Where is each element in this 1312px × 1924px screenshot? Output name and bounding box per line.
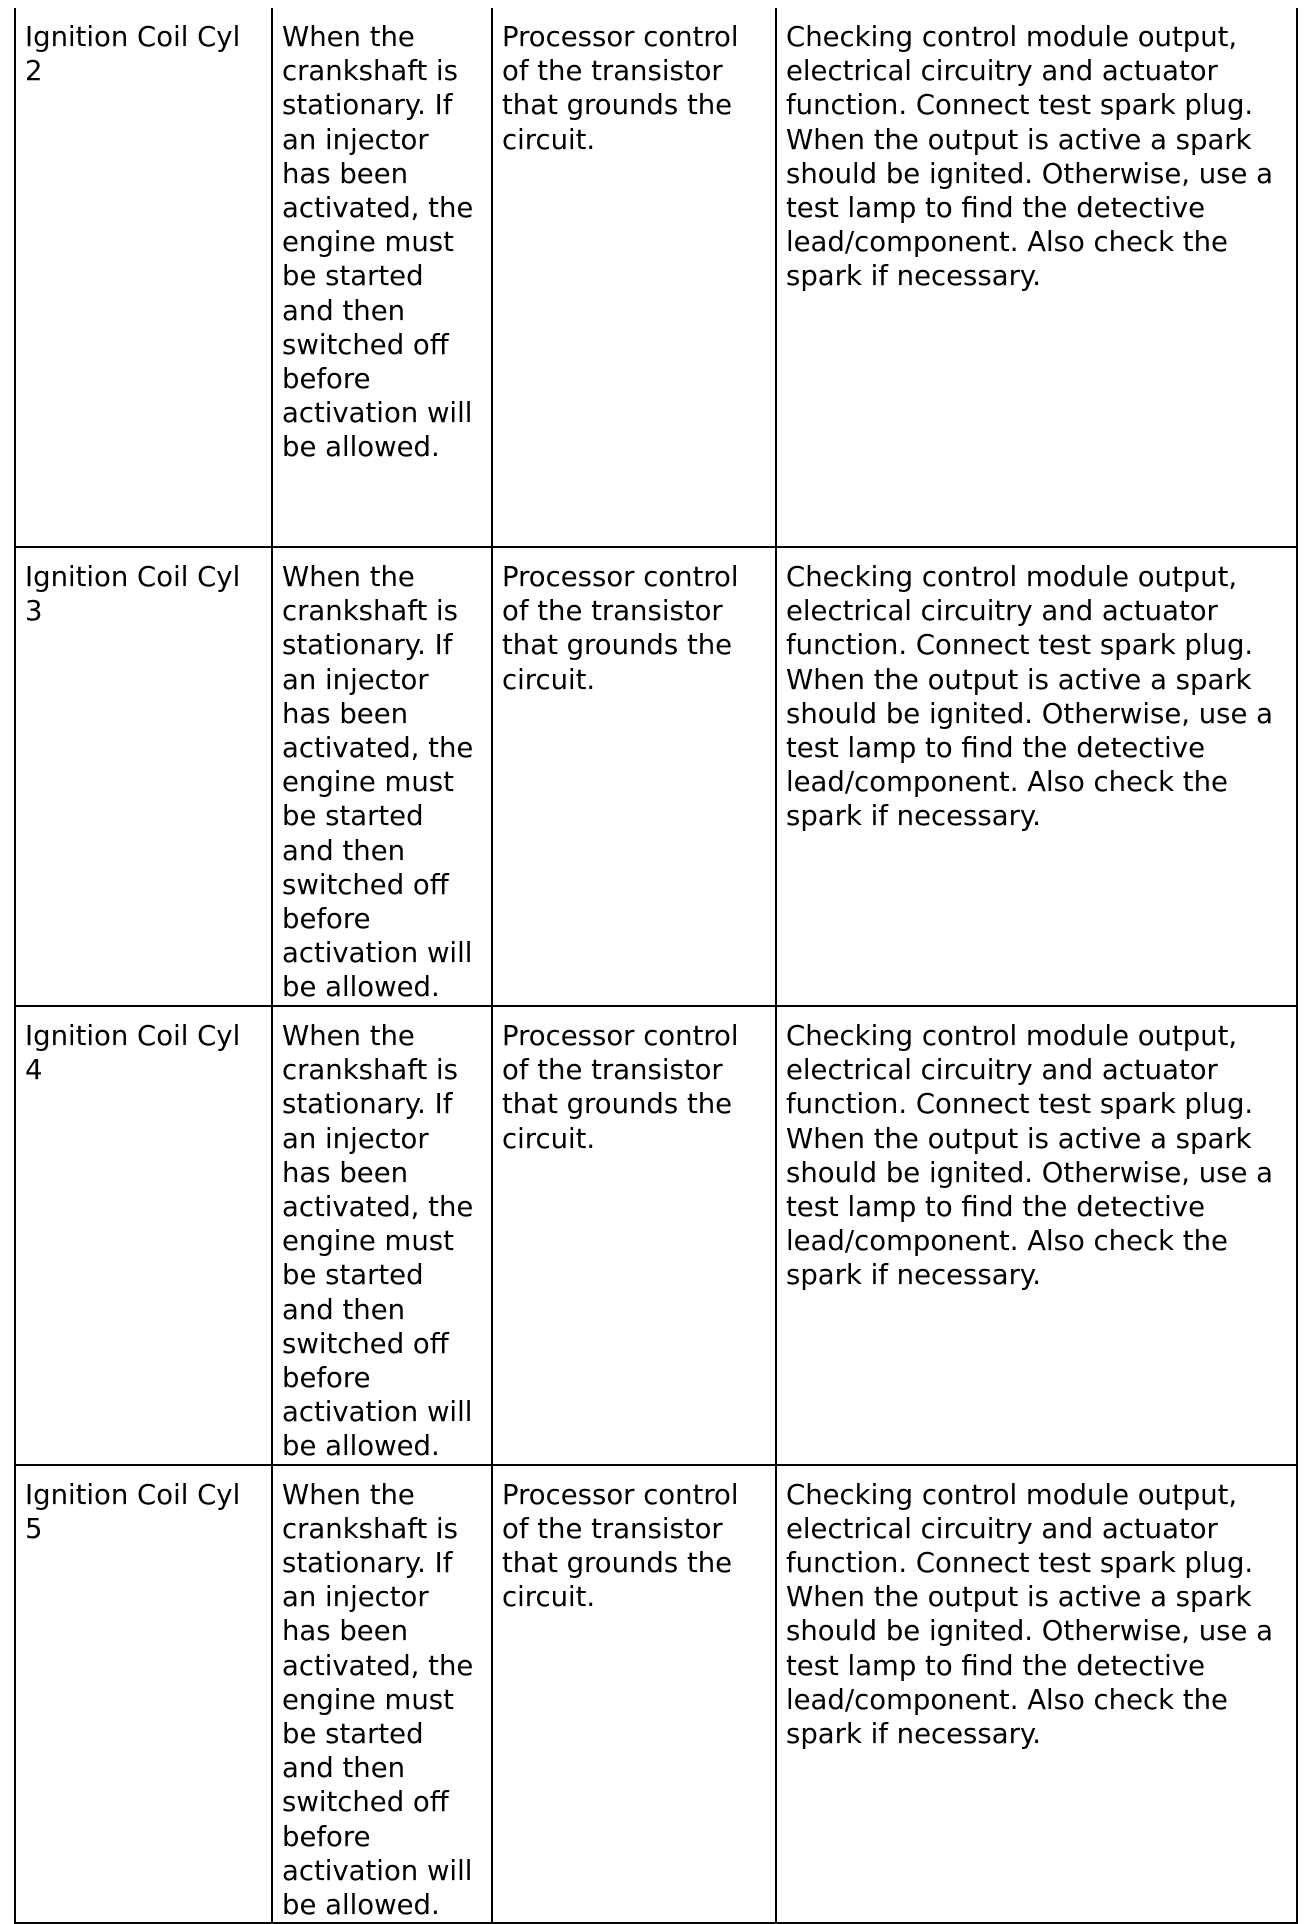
table-row — [15, 1006, 1297, 1465]
condition-cell: When the crankshaft is stationary. If an injector has been activated, the engine must be started and then switched off before activation will be allowed. — [272, 1006, 492, 1465]
table-row — [15, 547, 1297, 1006]
check-cell: Checking control module output, electrical circuitry and actuator function. Connect test spark plug. When the output is active a spark should be ignited. Otherwise, use a test lamp to find the detective lead/component. Also check the spark if necessary. — [776, 1465, 1297, 1924]
table-row — [15, 1465, 1297, 1924]
component-cell: Ignition Coil Cyl 4 — [15, 1006, 272, 1465]
control-cell: Processor control of the transistor that grounds the circuit. — [492, 547, 776, 1006]
component-cell: Ignition Coil Cyl 5 — [15, 1465, 272, 1924]
check-cell: Checking control module output, electrical circuitry and actuator function. Connect test spark plug. When the output is active a spark should be ignited. Otherwise, use a test lamp to find the detective lead/component. Also check the spark if necessary. — [776, 1006, 1297, 1465]
control-cell: Processor control of the transistor that grounds the circuit. — [492, 1006, 776, 1465]
condition-cell: When the crankshaft is stationary. If an injector has been activated, the engine must be started and then switched off before activation will be allowed. — [272, 547, 492, 1006]
component-cell: Ignition Coil Cyl 3 — [15, 547, 272, 1006]
condition-cell: When the crankshaft is stationary. If an injector has been activated, the engine must be started and then switched off before activation will be allowed. — [272, 1465, 492, 1924]
component-cell: Ignition Coil Cyl 2 — [15, 8, 272, 547]
table-row — [15, 8, 1297, 547]
check-cell: Checking control module output, electrical circuitry and actuator function. Connect test spark plug. When the output is active a spark should be ignited. Otherwise, use a test lamp to find the detective lead/component. Also check the spark if necessary. — [776, 547, 1297, 1006]
condition-cell: When the crankshaft is stationary. If an injector has been activated, the engine must be started and then switched off before activation will be allowed. — [272, 8, 492, 547]
control-cell: Processor control of the transistor that grounds the circuit. — [492, 1465, 776, 1924]
check-cell: Checking control module output, electrical circuitry and actuator function. Connect test spark plug. When the output is active a spark should be ignited. Otherwise, use a test lamp to find the detective lead/component. Also check the spark if necessary. — [776, 8, 1297, 547]
control-cell: Processor control of the transistor that grounds the circuit. — [492, 8, 776, 547]
actuator-test-table — [14, 8, 1298, 1924]
